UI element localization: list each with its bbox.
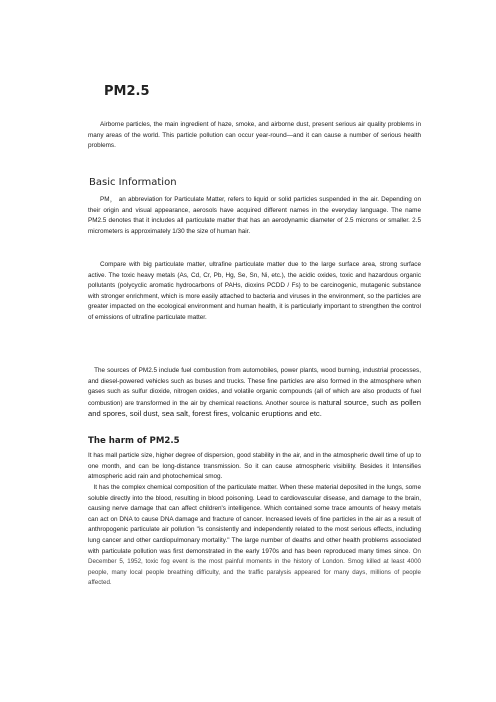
harm-paragraph-2-main: It has the complex chemical composition of the particulate matter. When these material deposited in the lungs, some soluble directly into the blood, resulting in blood poisoning. Lead to cardiovascular disease, and damage to the brain, causing nerve damage that can affect children's intelligence. Which contained some trace amounts of heavy metals can act on DNA to cause DNA damage and fracture of cancer. Increased levels of fine particles in the air as a result of anthropogenic particulate air pollution "is consistently and independently related to the most serious effects, including lung cancer and other cardiopulmonary mortality." The large number of deaths and other health problems associated with particulate pollution was first demonstrated in the early 1970s and has been reproduced many times since. (88, 484, 421, 555)
harm-paragraph-2 (88, 483, 421, 589)
intro-paragraph: Airborne particles, the main ingredient of haze, smoke, and airborne dust, present serious air quality problems in many areas of the world. This particle pollution can occur year-round—and it can cause a number of serious health problems. (88, 121, 421, 150)
basic-paragraph-1: PM， an abbreviation for Particulate Matter, refers to liquid or solid particles suspended in the air. Depending on their origin and visual appearance, aerosols have acquired different names in the everyday language. The name PM2.5 denotes that it includes all particulate matter that has an aerodynamic diameter of 2.5 microns or smaller. 2.5 micrometers is approximately 1/30 the size of human hair. (88, 196, 421, 235)
basic-paragraph-3-tail: natural source, such as pollen and spores, soil dust, sea salt, forest fires, volcanic eruptions and etc. (88, 397, 422, 419)
basic-paragraph-3 (88, 366, 421, 421)
basic-paragraph-3-main: The sources of PM2.5 include fuel combustion from automobiles, power plants, wood burning, industrial processes, and diesel-powered vehicles such as buses and trucks. These fine particles are also formed in the atmosphere when gases such as sulfur dioxide, nitrogen oxides, and volatile organic compounds (all of which are also products of fuel combustion) are transformed in the air by chemical reactions. Another source is (88, 367, 421, 407)
harm-heading: The harm of PM2.5 (88, 436, 180, 446)
basic-paragraph-2: Compare with big particulate matter, ultrafine particulate matter due to the large surface area, strong surface active. The toxic heavy metals (As, Cd, Cr, Pb, Hg, Se, Sn, Ni, etc.), the acidic oxides, toxic and hazardous organic pollutants (polycyclic aromatic hydrocarbons of PAHs, dioxins PCDD / Fs) to be carcinogenic, mutagenic substance with stronger enrichment, which is more easily attached to bacteria and viruses in the environment, so the particles are greater impacted on the ecological environment and human health, it is particularly important to strengthen the control of emissions of ultrafine particulate matter. (88, 261, 421, 321)
harm-paragraph-2-tail: On December 5, 1952, toxic fog event is the most painful moments in the history of London. Smog killed at least 4000 people, many local people breathing difficulty, and the traffic paralysis appeared for many days, millions of people affected. (88, 547, 421, 587)
basic-info-heading: Basic Information (89, 177, 177, 188)
harm-paragraph-1: It has mall particle size, higher degree of dispersion, good stability in the air, and in the atmospheric dwell time of up to one month, and can be long-distance transmission. So it can cause atmospheric visibility. Besides it Intensifies atmospheric acid rain and photochemical smog. (88, 452, 421, 481)
page-title: PM2.5 (104, 84, 150, 99)
